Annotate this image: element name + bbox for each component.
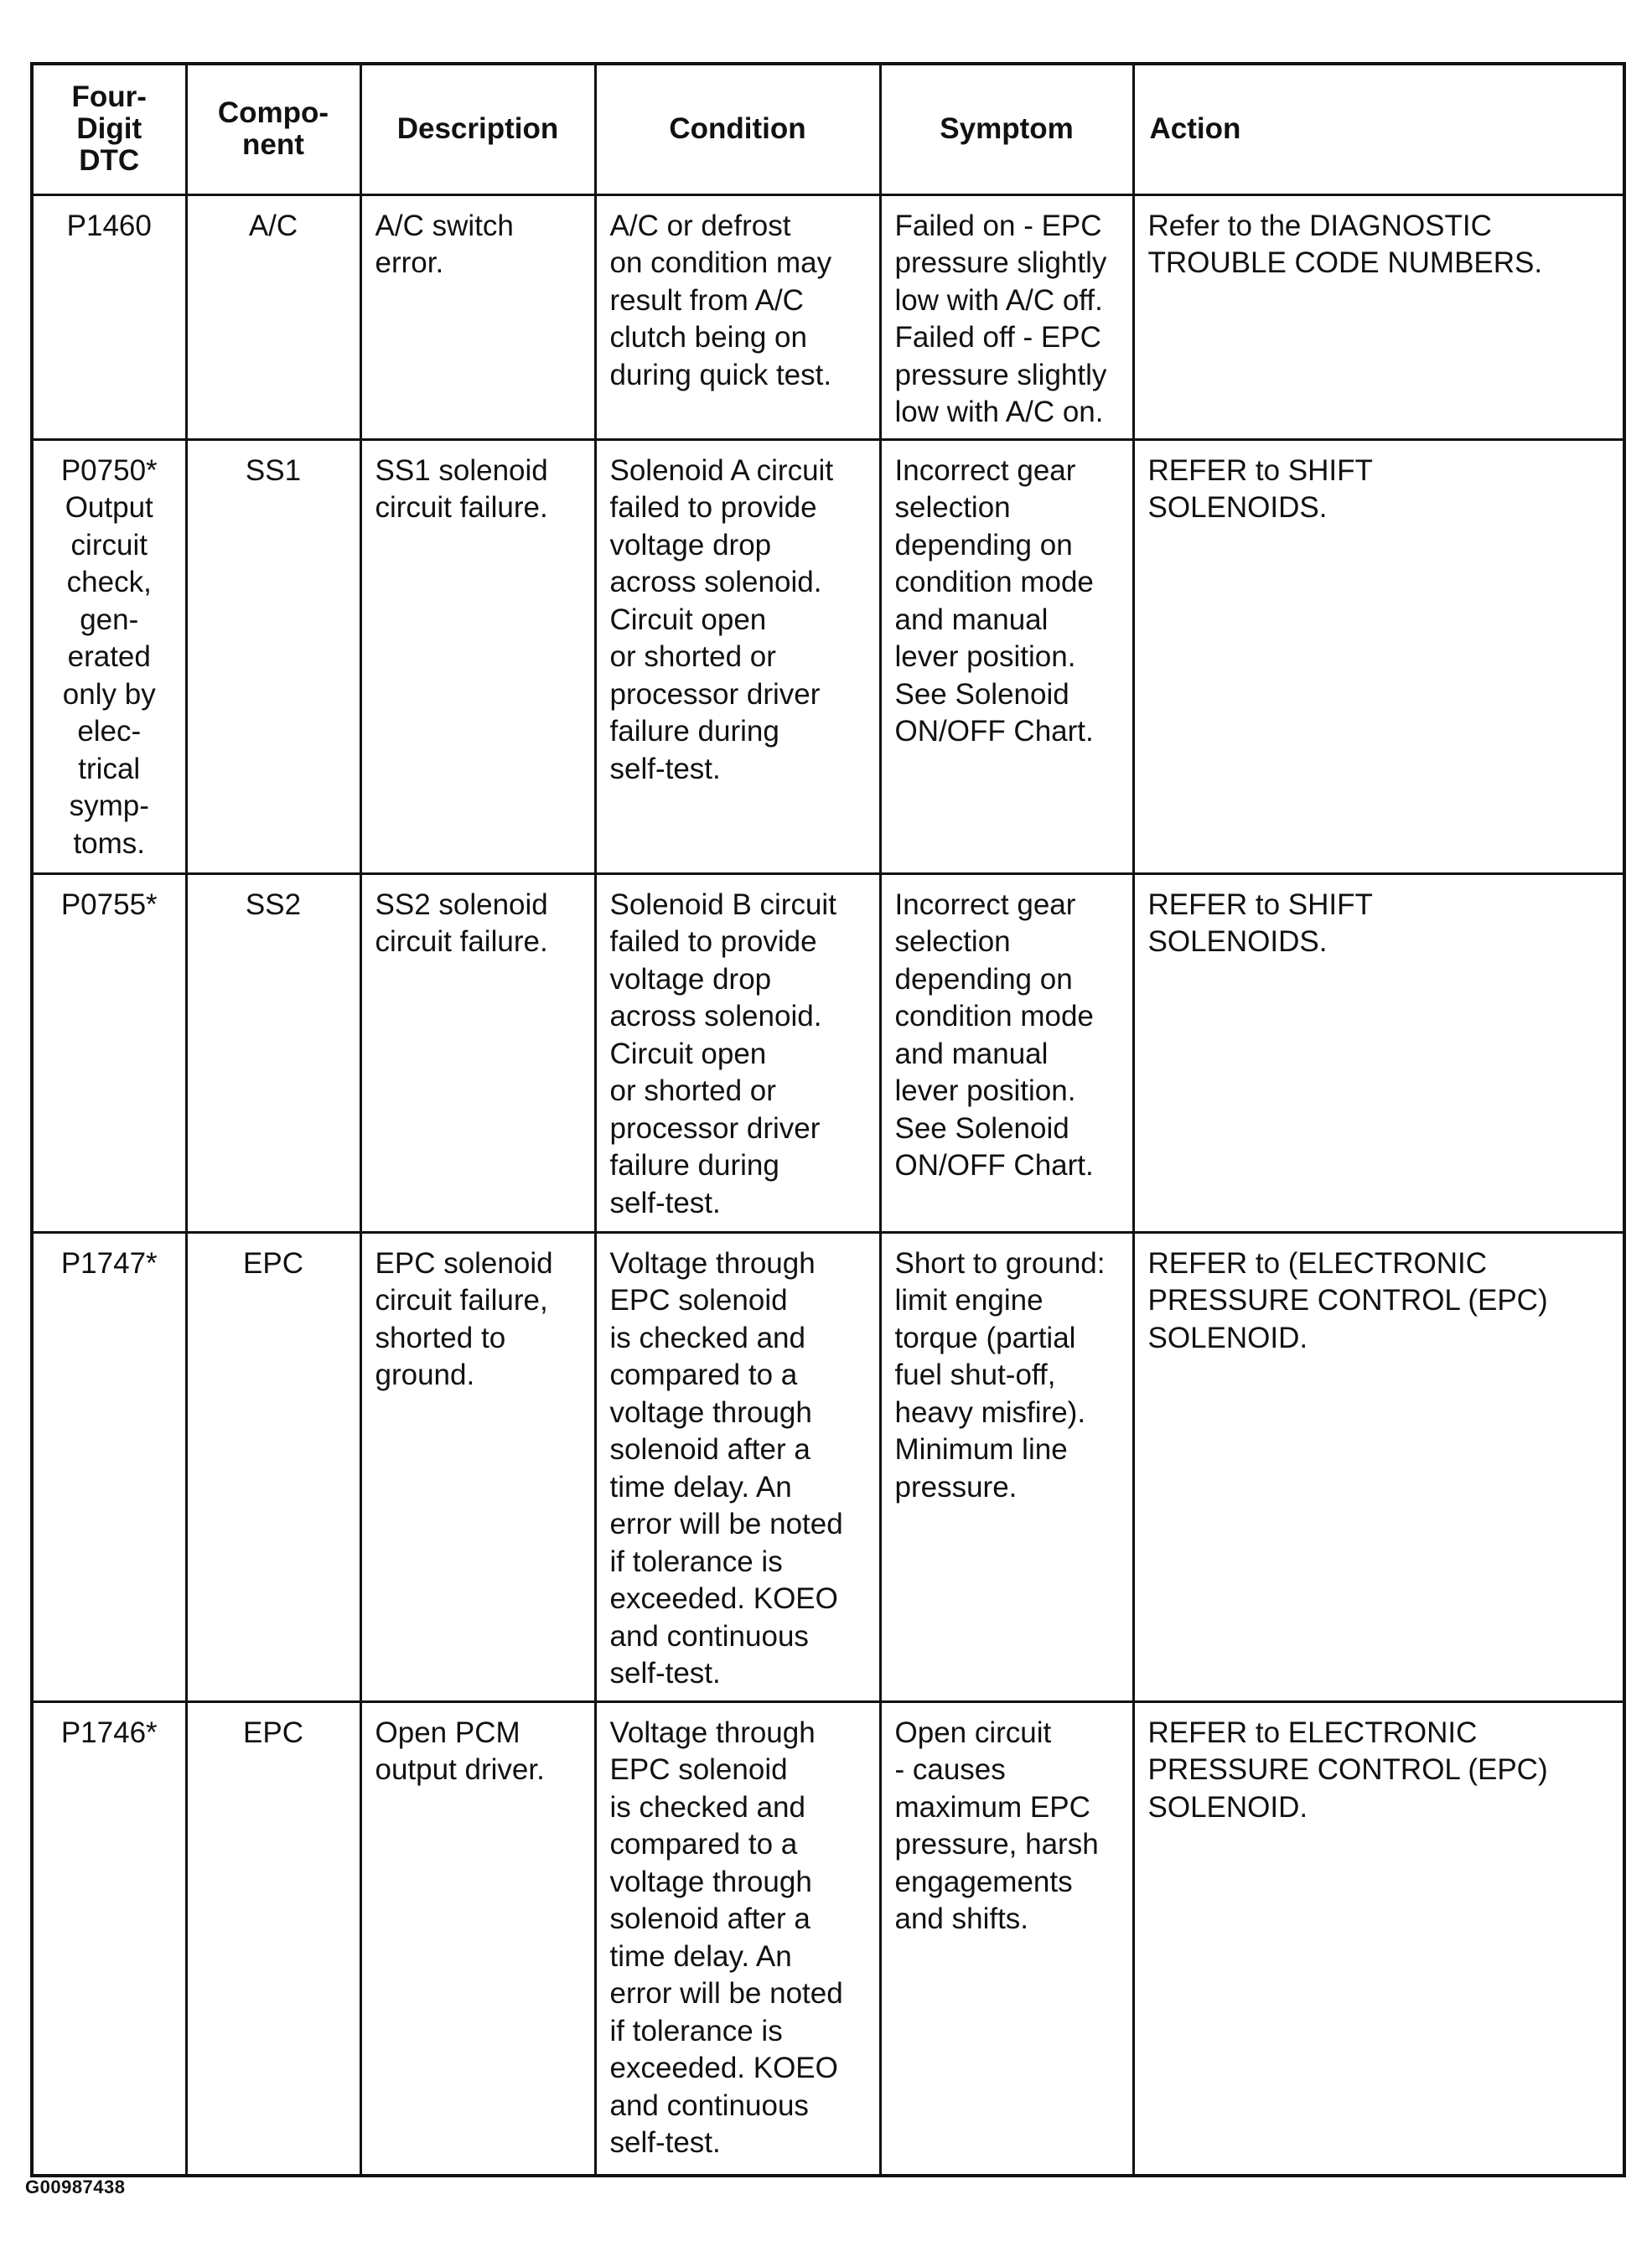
- cell-component: EPC: [186, 1232, 360, 1701]
- cell-description: A/C switch error.: [360, 194, 595, 439]
- header-dtc: Four- Digit DTC: [32, 64, 186, 194]
- cell-component: EPC: [186, 1701, 360, 2176]
- cell-dtc: P1747*: [32, 1232, 186, 1701]
- header-row: [32, 64, 1624, 194]
- table-row: [32, 1701, 1624, 2176]
- cell-dtc: P1460: [32, 194, 186, 439]
- cell-symptom: Incorrect gear selection depending on condition mode and manual lever position. See Solenoid ON/OFF Chart.: [880, 873, 1133, 1232]
- cell-action: REFER to SHIFT SOLENOIDS.: [1133, 439, 1624, 873]
- cell-action: REFER to SHIFT SOLENOIDS.: [1133, 873, 1624, 1232]
- header-symptom: Symptom: [880, 64, 1133, 194]
- cell-description: Open PCM output driver.: [360, 1701, 595, 2176]
- cell-condition: Solenoid B circuit failed to provide voltage drop across solenoid. Circuit open or shorted or processor driver failure during self-test.: [595, 873, 880, 1232]
- table-row: [32, 439, 1624, 873]
- cell-condition: Voltage through EPC solenoid is checked and compared to a voltage through solenoid after a time delay. An error will be noted if tolerance is exceeded. KOEO and continuous self-test.: [595, 1232, 880, 1701]
- cell-symptom: Open circuit - causes maximum EPC pressure, harsh engagements and shifts.: [880, 1701, 1133, 2176]
- cell-action: REFER to (ELECTRONIC PRESSURE CONTROL (EPC) SOLENOID.: [1133, 1232, 1624, 1701]
- cell-condition: Voltage through EPC solenoid is checked and compared to a voltage through solenoid after a time delay. An error will be noted if tolerance is exceeded. KOEO and continuous self-test.: [595, 1701, 880, 2176]
- cell-dtc: P0750* Output circuit check, gen- erated only by elec- trical symp- toms.: [32, 439, 186, 873]
- cell-dtc: P1746*: [32, 1701, 186, 2176]
- cell-condition: Solenoid A circuit failed to provide voltage drop across solenoid. Circuit open or shorted or processor driver failure during self-test.: [595, 439, 880, 873]
- cell-component: SS1: [186, 439, 360, 873]
- cell-action: REFER to ELECTRONIC PRESSURE CONTROL (EPC) SOLENOID.: [1133, 1701, 1624, 2176]
- cell-component: A/C: [186, 194, 360, 439]
- cell-description: SS2 solenoid circuit failure.: [360, 873, 595, 1232]
- dtc-table: [30, 62, 1626, 2177]
- cell-action: Refer to the DIAGNOSTIC TROUBLE CODE NUMBERS.: [1133, 194, 1624, 439]
- table-row: [32, 873, 1624, 1232]
- header-condition: Condition: [595, 64, 880, 194]
- cell-symptom: Incorrect gear selection depending on condition mode and manual lever position. See Solenoid ON/OFF Chart.: [880, 439, 1133, 873]
- header-action: Action: [1133, 64, 1624, 194]
- header-description: Description: [360, 64, 595, 194]
- cell-description: EPC solenoid circuit failure, shorted to ground.: [360, 1232, 595, 1701]
- cell-symptom: Failed on - EPC pressure slightly low with A/C off. Failed off - EPC pressure slightly low with A/C on.: [880, 194, 1133, 439]
- cell-condition: A/C or defrost on condition may result from A/C clutch being on during quick test.: [595, 194, 880, 439]
- figure-code: G00987438: [25, 2177, 126, 2197]
- cell-symptom: Short to ground: limit engine torque (partial fuel shut-off, heavy misfire). Minimum line pressure.: [880, 1232, 1133, 1701]
- cell-dtc: P0755*: [32, 873, 186, 1232]
- table-row: [32, 1232, 1624, 1701]
- header-component: Compo- nent: [186, 64, 360, 194]
- cell-component: SS2: [186, 873, 360, 1232]
- cell-description: SS1 solenoid circuit failure.: [360, 439, 595, 873]
- table-row: [32, 194, 1624, 439]
